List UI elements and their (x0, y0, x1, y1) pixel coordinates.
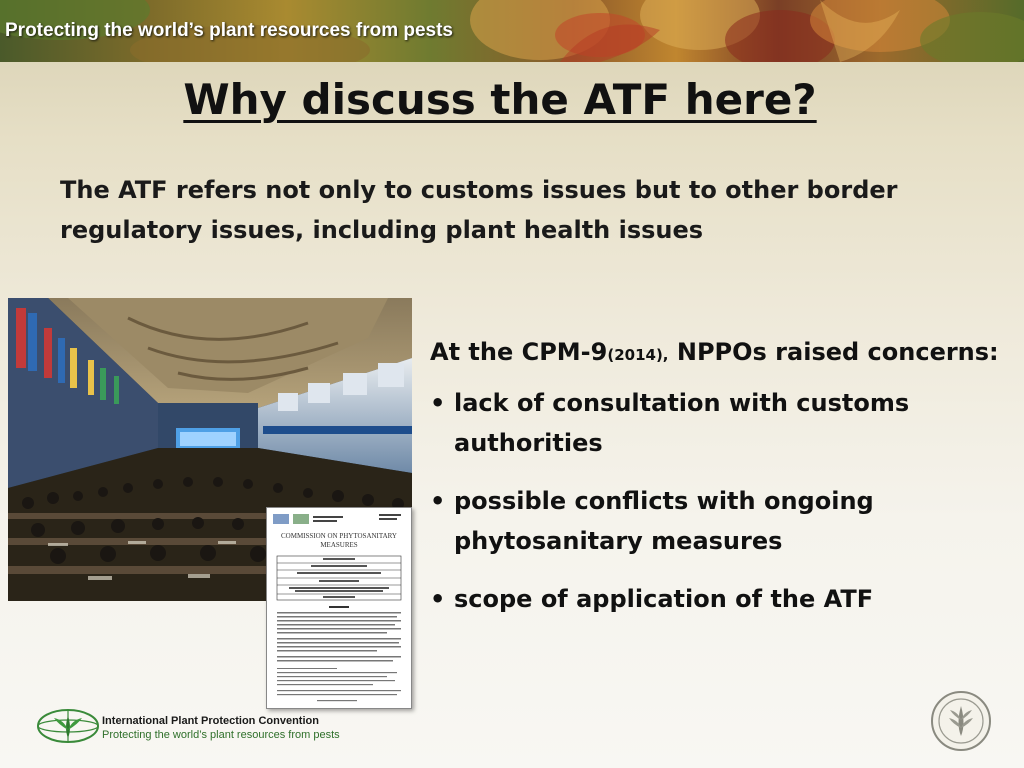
concerns-block (430, 332, 1024, 619)
intro-text: The ATF refers not only to customs issues but to other border regulatory issues, including plant health issues (60, 176, 898, 244)
list-item (430, 579, 1024, 619)
bullet-icon: • (430, 487, 446, 515)
bullet-icon: • (430, 585, 446, 613)
fao-emblem-icon (930, 690, 992, 752)
cpm-document-thumbnail (266, 507, 412, 709)
ippc-logo-icon (36, 706, 100, 746)
slide-title: Why discuss the ATF here? (183, 75, 817, 124)
document-page-art (267, 508, 411, 708)
footer-tagline: Protecting the world’s plant resources from pests (102, 729, 340, 741)
concerns-heading (430, 332, 1024, 375)
heading-start: At the CPM-9 (430, 338, 608, 366)
svg-text:MEASURES: MEASURES (320, 541, 358, 549)
heading-end: NPPOs raised concerns: (668, 338, 999, 366)
bullet-icon: • (430, 389, 446, 417)
list-item-text: scope of application of the ATF (454, 585, 874, 613)
banner-text: Protecting the world’s plant resources from pests (5, 20, 454, 41)
heading-year: (2014), (607, 346, 669, 364)
concerns-list (430, 383, 1024, 619)
list-item (430, 481, 1024, 561)
list-item-text: possible conflicts with ongoing phytosanitary measures (454, 487, 874, 555)
header-banner (0, 0, 1024, 62)
footer-org-name: International Plant Protection Convention (102, 715, 319, 727)
svg-text:COMMISSION ON PHYTOSANITARY: COMMISSION ON PHYTOSANITARY (281, 532, 397, 540)
list-item (430, 383, 1024, 463)
list-item-text: lack of consultation with customs authorities (454, 389, 910, 457)
